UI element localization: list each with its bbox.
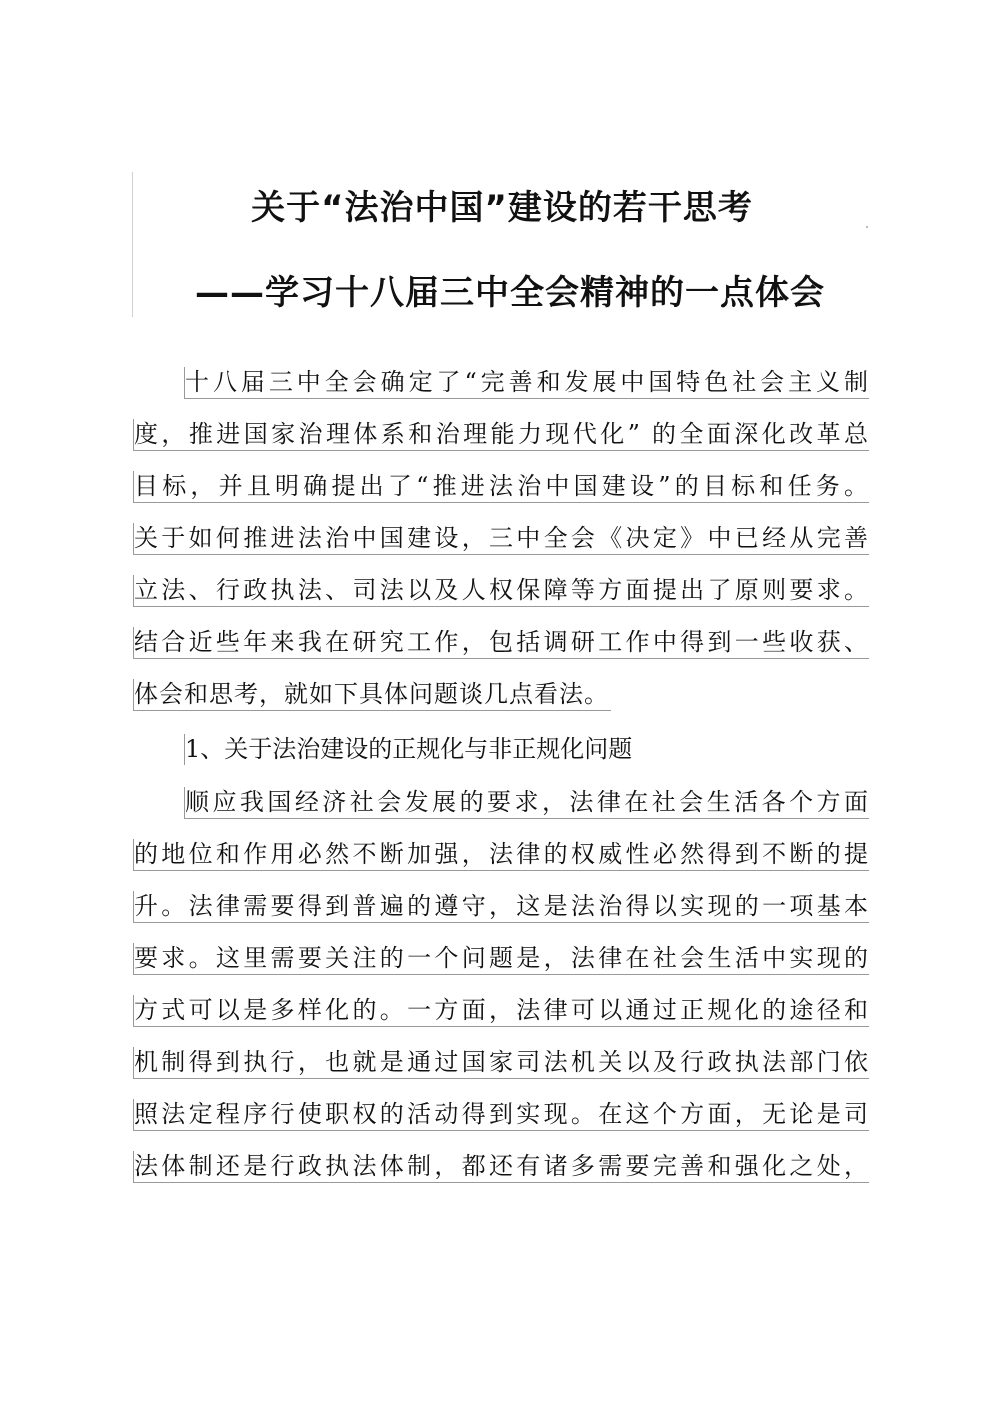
paragraph1-line: 关于如何推进法治中国建设，三中全会《决定》中已经从完善 [133, 523, 869, 555]
paragraph1-line: 体会和思考，就如下具体问题谈几点看法。 [133, 679, 611, 711]
paragraph1-line: 目标，并且明确提出了“推进法治中国建设”的目标和任务。 [133, 471, 869, 503]
document-title: 关于“法治中国”建设的若干思考 [251, 188, 753, 228]
paragraph2-line: 顺应我国经济社会发展的要求，法律在社会生活各个方面 [184, 787, 869, 819]
paragraph1-line: 立法、行政执法、司法以及人权保障等方面提出了原则要求。 [133, 575, 869, 607]
paragraph1-line: 十八届三中全会确定了“完善和发展中国特色社会主义制 [184, 367, 869, 399]
paragraph1-line: 结合近些年来我在研究工作，包括调研工作中得到一些收获、 [133, 627, 869, 659]
paragraph1-line: 度，推进国家治理体系和治理能力现代化” 的全面深化改革总 [133, 419, 869, 451]
paragraph2-line: 升。法律需要得到普遍的遵守，这是法治得以实现的一项基本 [133, 891, 869, 923]
paragraph2-line: 照法定程序行使职权的活动得到实现。在这个方面，无论是司 [133, 1099, 869, 1131]
margin-mark [866, 226, 868, 228]
paragraph2-line: 方式可以是多样化的。一方面，法律可以通过正规化的途径和 [133, 995, 869, 1027]
document-subtitle: ——学习十八届三中全会精神的一点体会 [195, 273, 825, 313]
paragraph2-line: 的地位和作用必然不断加强，法律的权威性必然得到不断的提 [133, 839, 869, 871]
title-block [132, 172, 871, 317]
paragraph2-line: 机制得到执行，也就是通过国家司法机关以及行政执法部门依 [133, 1047, 869, 1079]
section-heading: 1、关于法治建设的正规化与非正规化问题 [185, 735, 633, 763]
paragraph2-line: 法体制还是行政执法体制，都还有诸多需要完善和强化之处， [133, 1151, 869, 1183]
paragraph2-line: 要求。这里需要关注的一个问题是，法律在社会生活中实现的 [133, 943, 869, 975]
